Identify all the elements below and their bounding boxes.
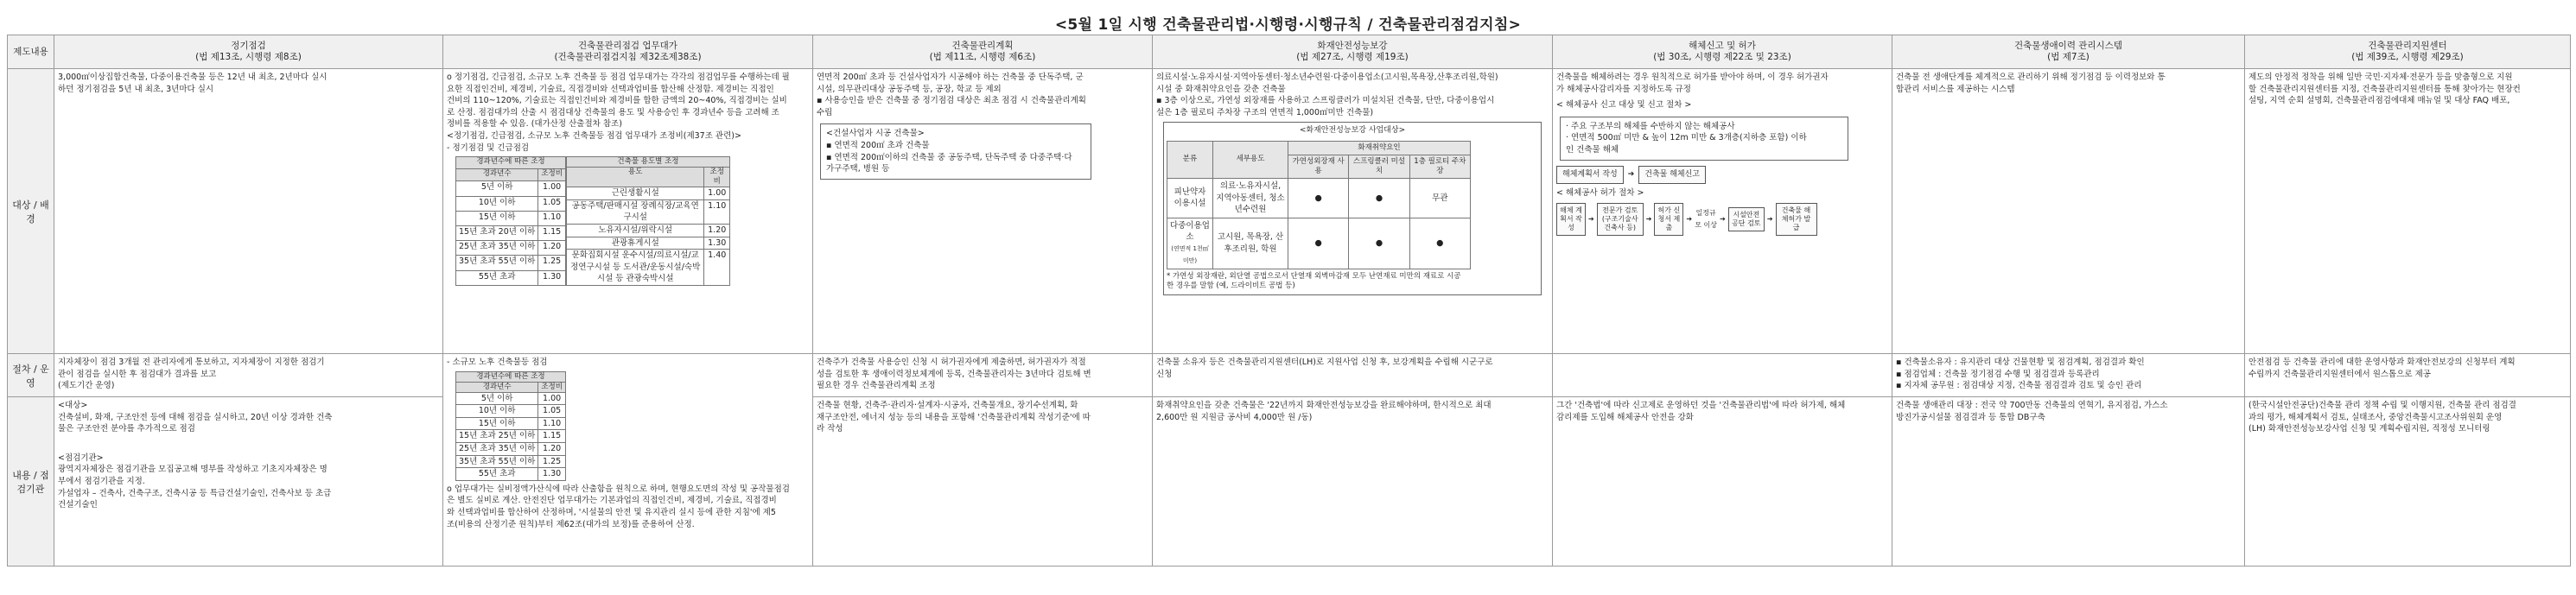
fee-target-cell: o 정기점검, 긴급점검, 소규모 노후 건축물 등 점검 업무대가는 각각의 점검업무를 수행하는데 필 요한 직접인건비, 제경비, 기술료, 직접경비와 선택과업비를 합산해 산정함. 제경비는 직접인 건비의 110~120%, 기술료는 직접인건비와 제경비를 합한 금액의 20~40%, 직접경비는 실비 로 산정. 점검대가의 산출 시 점검대상 건축물의 용도 및 사용승인 후 경과년수 등을 고려해 조 정비를 적용할 수 있음. (대가산정 산출절차 참조) <정기점검, 긴급점검, 소규모 노후 건축물등 점검 업무대가 조정비(제37조 관련)> - 정기점검 및 긴급점검 경과년수에 따른 조정 경과년수 조정비 5년 이하 1.00 10년 이하 1.05 15년 이하 1.10 15년 초과 20년 이하 1.15 25년 초과 35년 이하 1.20 35년 초과 55년 이하 1.25 55년 초과 1.30 건축물 용도별 조정 용도 조정비 근린생활시설 1.00 공동주택/판매시설 장례식장/교육연구시설 1.10 노유자시설/위락시설 1.20 관광휴게시설 1.30 문화집회시설 운수시설/의료시설/교정연구시설 등 도서관/운동시설/숙박시설 등 관광숙박시설 1.40 [443,69,813,354]
page-title: <5월 1일 시행 건축물관리법·시행령·시행규칙 / 건축물관리점검지침> [1054,16,1522,34]
age-adjust-table: 경과년수에 따른 조정 경과년수 조정비 5년 이하 1.00 10년 이하 1.05 15년 이하 1.10 15년 초과 20년 이하 1.15 25년 초과 35년 이하 1.20 35년 초과 55년 이하 1.25 55년 초과 1.30 [455,156,566,286]
lifecycle-target-cell: 건축물 전 생애단계를 체계적으로 관리하기 위해 정기점검 등 이력정보와 통 합관리 서비스를 제공하는 시스템 [1892,69,2245,354]
contractor-building-box: <건설사업자 시공 건축물> ▪ 연면적 200㎡ 초과 건축물 ▪ 연면적 200㎡이하의 건축물 중 공동주택, 단독주택 중 다중주택·다 가구주택, 병원 등 [820,123,1091,179]
plan-process-cell: 건축주가 건축물 사용승인 신청 시 허가권자에게 제출하면, 허가권자가 적절 성을 검토한 후 생애이력정보체계에 등록, 건축물관리자는 3년마다 검토해 변 필요한 경우 건축물관리계획 조정 [813,354,1153,397]
demolition-report-box: · 주요 구조부의 해체를 수반하지 않는 해체공사 · 연면적 500㎡ 미만 & 높이 12m 미만 & 3개층(지하층 포함) 이하 인 건축물 해체 [1560,117,1848,161]
use-adjust-table: 건축물 용도별 조정 용도 조정비 근린생활시설 1.00 공동주택/판매시설 장례식장/교육연구시설 1.10 노유자시설/위락시설 1.20 관광휴게시설 1.30 문화집회시설 운수시설/의료시설/교정연구시설 등 도서관/운동시설/숙박시설 등 관광숙박시설 1.40 [566,156,730,286]
regulation-table [7,35,2571,567]
small-building-age-table: 경과년수에 따른 조정 경과년수 조정비 5년 이하 1.00 10년 이하 1.05 15년 이하 1.10 15년 초과 25년 이하 1.15 25년 초과 35년 이하 1.20 35년 초과 55년 이하 1.25 55년 초과 1.30 [455,371,566,481]
fee-process-content-cell: - 소규모 노후 건축물등 점검 경과년수에 따른 조정 경과년수 조정비 5년 이하 1.00 10년 이하 1.05 15년 이하 1.10 15년 초과 25년 이하 1.15 25년 초과 35년 이하 1.20 35년 초과 55년 이하 1.25 55년 초과 1.30 o 업무대가는 실비정액가산식에 따라 산출함을 원칙으로 하며, 현행요도면의 작성 및 공작물점검 은 별도 실비로 계산. 안전진단 업무대가는 기본과업의 직접인건비, 제경비, 기술료, 직접경비 와 선택과업비를 합산하여 산정하며, '시설물의 안전 및 유지관리 실시 등에 관한 지침'에 제5 조(비용의 산정기준 원칙)부터 제62조(대가의 보정)를 준용하여 산정. [443,354,813,567]
plan-content-cell: 건축물 현황, 건축주·관리자·설계자·시공자, 건축물개요, 장기수선계획, 화 재구조안전, 에너지 성능 등의 내용을 포함해 '건축물관리계획 작성기준'에 따 라 작성 [813,397,1153,567]
fire-table-title: <화재안전성능보강 사업대상> [1299,126,1406,136]
col-header-demolition: 해체신고 및 허가 (법 30조, 시행령 제22조 및 23조) [1553,35,1892,69]
inspection-process-cell: 지자체장이 점검 3개월 전 관리자에게 통보하고, 지자체장이 지정한 점검기 관이 점검을 실시한 후 점검대가 결과를 보고 (제도기간 운영) [54,354,443,397]
fire-target-cell: 의료시설·노유자시설·지역아동센터·청소년수련원·다중이용업소(고시원,목욕장,산후조리원,학원) 시설 중 화재취약요인을 갖춘 건축물 ▪ 3층 이상으로, 가연성 외장재를 사용하고 스프링클러가 미설치된 건축물, 단만, 다중이용업시 설은 1층 필로티 주차장 구조의 연면적 1,000㎡미만 건축물) <화재안전성능보강 사업대상> 분류 세부용도 화재취약요인 가연성외장재 사용 스프링클러 미설치 1층 필로티 주차장 피난약자 이용시설 의료·노유자시설, 지역아동센터, 청소년수련원 ● ● 무관 다중이용업소 (연면적 1천㎡미만) 고시원, 목욕장, 산후조리원, 학원 ● ● ● * 가연성 외장재란, 외단열 공법으로서 단열재 외벽마감재 모두 난연재료 미만의 재료로 시공 한 경우를 말함 (예, 드라이비트 공법 등) [1153,69,1553,354]
demolition-target-cell: 건축물을 해체하려는 경우 원칙적으로 허가를 받아야 하며, 이 경우 허가권자 가 해체공사감리자를 지정하도록 규정 < 해체공사 신고 대상 및 신고 절차 > · 주요 구조부의 해체를 수반하지 않는 해체공사 · 연면적 500㎡ 미만 & 높이 12m 미만 & 3개층(지하층 포함) 이하 인 건축물 해체 해체계획서 작성 ➔ 건축물 해체신고 < 해체공사 허가 절차 > 해체 계획서 작성 ➔ 전문가 검토 (구조기술사 건축사 등) ➔ 허가 신청서 제출 ➔ 일정규모 이상 ➔ 시설안전 공단 검토 ➔ 건축물 해체허가 발급 [1553,69,1892,354]
demolition-process-cell [1553,354,1892,397]
fire-content-cell: 화재취약요인을 갖춘 건축물은 '22년까지 화재안전성능보강을 완료해야하며, 한시적으로 최대 2,600만 원 지원금 공사비 4,000만 원 /동) [1153,397,1553,567]
demolition-content-cell: 그간 '건축법'에 따라 신고제로 운영하던 것을 '건축물관리법'에 따라 허가제, 해체 감리제를 도입해 해체공사 안전을 강화 [1553,397,1892,567]
fire-target-table: 분류 세부용도 화재취약요인 가연성외장재 사용 스프링클러 미설치 1층 필로티 주차장 피난약자 이용시설 의료·노유자시설, 지역아동센터, 청소년수련원 ● ● 무관 다중이용업소 (연면적 1천㎡미만) 고시원, 목욕장, 산후조리원, 학원 ● ● ● [1167,141,1471,269]
row-label-process: 절차 / 운영 [8,354,54,397]
permit-flow: 해체 계획서 작성 ➔ 전문가 검토 (구조기술사 건축사 등) ➔ 허가 신청서 제출 ➔ 일정규모 이상 ➔ 시설안전 공단 검토 ➔ 건축물 해체허가 발급 [1556,203,1888,236]
col-header-center: 건축물관리지원센터 (법 제39조, 시행령 제29조) [2245,35,2571,69]
center-content-cell: (한국시설안전공단)건축물 관리 정책 수립 및 이행지원, 건축물 관리 점검결 과의 평가, 해체계획서 검토, 실태조사, 중앙건축물시고조사위원회 운영 (LH) 화재안전성능보강사업 신청 및 계획수립지원, 적정성 모니터링 [2245,397,2571,567]
col-header-fire: 화재안전성능보강 (법 제27조, 시행령 제19조) [1153,35,1553,69]
inspection-content-cell: <대상> 건축설비, 화재, 구조안전 등에 대해 점검을 실시하고, 20년 이상 경과한 건축 물은 구조안전 분야를 추가적으로 점검 <점검기관> 광역지자체장은 점검기관을 모집공고해 명부를 작성하고 기초지자체장은 명 부에서 점검기관을 지정. 가설업자 – 건축사, 건축구조, 건축시공 등 특급건설기술인, 건축사보 등 초급 건설기술인 [54,397,443,567]
lifecycle-content-cell: 건축물 생애관리 대장 : 전국 약 700만동 건축물의 연혁기, 유지점검, 가스소 방진가공시설물 점검결과 등 통합 DB구축 [1892,397,2245,567]
col-header-lifecycle: 건축물생애이력 관리시스템 (법 제7조) [1892,35,2245,69]
row-process [8,354,2571,397]
row-label-content: 내용 / 점검기관 [8,397,54,567]
inspection-target-cell: 3,000㎡이상집합건축물, 다중이용건축물 등은 12년 내 최초, 2년마다 실시 하던 정기점검을 5년 내 최초, 3년마다 실시 [54,69,443,354]
plan-target-cell: 연면적 200㎡ 초과 등 건설사업자가 시공해야 하는 건축물 중 단독주택, 군 시설, 의무관리대상 공동주택 등, 공장, 학교 등 제외 ▪ 사용승인을 받은 건축물 중 정기점검 대상은 최초 점검 시 건축물관리계획 수립 <건설사업자 시공 건축물> ▪ 연면적 200㎡ 초과 건축물 ▪ 연면적 200㎡이하의 건축물 중 공동주택, 단독주택 중 다중주택·다 가구주택, 병원 등 [813,69,1153,354]
fire-process-cell: 건축물 소유자 등은 건축물관리지원센터(LH)로 지원사업 신청 후, 보강계획을 수립해 시군구로 신청 [1153,354,1553,397]
header-row [8,35,2571,69]
row-label-target: 대상 / 배경 [8,69,54,354]
row-header-label: 제도내용 [8,35,54,69]
col-header-plan: 건축물관리계획 (법 제11조, 시행령 제6조) [813,35,1153,69]
row-content [8,397,2571,567]
col-header-inspection: 정기점검 (법 제13조, 시행령 제8조) [54,35,443,69]
row-target [8,69,2571,354]
lifecycle-process-cell: ▪ 건축물소유자 : 유지관리 대상 건물현황 및 점검계획, 점검결과 확인 ▪ 점검업체 : 건축물 정기점검 수행 및 점검결과 등록관리 ▪ 지자체 공무원 : 점검대상 지정, 건축물 점검결과 검토 및 승인 관리 [1892,354,2245,397]
report-flow: 해체계획서 작성 ➔ 건축물 해체신고 [1556,166,1888,185]
col-header-fee: 건축물관리점검 업무대가 (건축물관리점검지침 제32조제38조) [443,35,813,69]
center-process-cell: 안전점검 등 건축물 관리에 대한 운영사항과 화재안전보강의 신청부터 계획 수립까지 건축물관리지원센터에서 원스톱으로 제공 [2245,354,2571,397]
center-target-cell: 제도의 안정적 정착을 위해 일반 국민·지자체·전문가 등을 맞춤형으로 지원 할 건축물관리지원센터를 지정, 건축물관리지원센터를 통해 찾아가는 현장컨 설팅, 지역 순회 설명회, 건축물관리점검에대체 매뉴얼 및 대상 FAQ 배포, [2245,69,2571,354]
